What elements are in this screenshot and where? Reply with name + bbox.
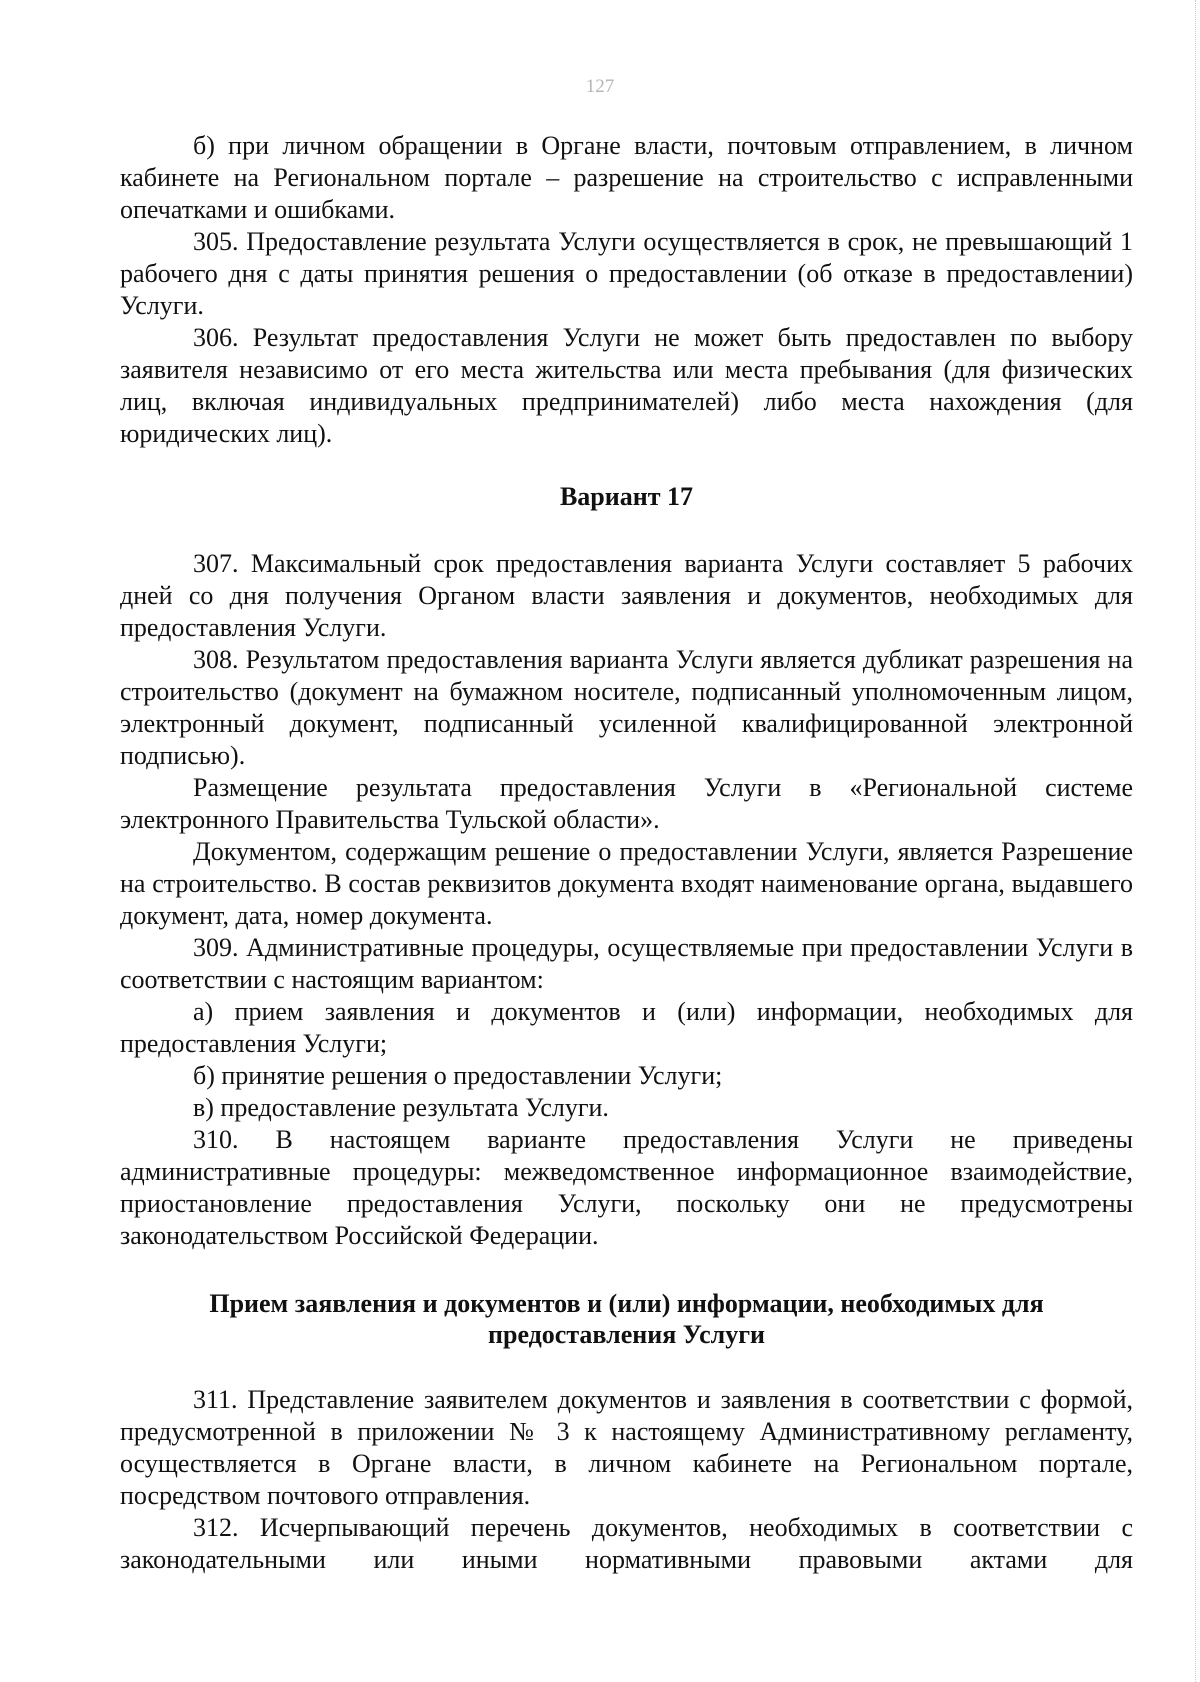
paragraph-307: 307. Максимальный срок предоставления варианта Услуги составляет 5 рабочих дней со дня получения Органом власти заявления и документов, необходимых для предоставления Услуги. xyxy=(120,549,1133,642)
paragraph-311: 311. Представление заявителем документов и заявления в соответствии с формой, предусмотренной в приложении № 3 к настоящему Административному регламенту, осуществляется в Органе власти, в личном кабинете на Региональном портале, посредством почтового отправления. xyxy=(120,1385,1133,1510)
paragraph-b-correction: б) при личном обращении в Органе власти, почтовым отправлением, в личном кабинете на Региональном портале – разрешение на строительство с исправленными опечатками и ошибками. xyxy=(120,131,1133,224)
paragraph-309: 309. Административные процедуры, осуществляемые при предоставлении Услуги в соответствии с настоящим вариантом: xyxy=(120,933,1133,994)
page-number: 127 xyxy=(585,76,615,97)
list-item-a: а) прием заявления и документов и (или) информации, необходимых для предоставления Услуги; xyxy=(120,997,1133,1058)
paragraph-310: 310. В настоящем варианте предоставления Услуги не приведены административные процедуры: межведомственное информационное взаимодействие, приостановление предоставления Услуги, поскольку они не предусмотрены законодательством Российской Федерации. xyxy=(120,1125,1133,1250)
heading-application-reception: Прием заявления и документов и (или) информации, необходимых для предоставления Услуги xyxy=(209,1289,1044,1349)
paragraph-placement: Размещение результата предоставления Услуги в «Региональной системе электронного Правительства Тульской области». xyxy=(120,773,1133,834)
paragraph-312: 312. Исчерпывающий перечень документов, необходимых в соответствии с законодательными или иными нормативными правовыми актами для xyxy=(120,1513,1133,1574)
heading-variant-17: Вариант 17 xyxy=(559,482,694,511)
paragraph-305: 305. Предоставление результата Услуги осуществляется в срок, не превышающий 1 рабочего дня с даты принятия решения о предоставлении (об отказе в предоставлении) Услуги. xyxy=(120,227,1133,320)
paragraph-306: 306. Результат предоставления Услуги не может быть предоставлен по выбору заявителя независимо от его места жительства или места пребывания (для физических лиц, включая индивидуальных предпринимателей) либо места нахождения (для юридических лиц). xyxy=(120,323,1133,448)
list-item-b: б) принятие решения о предоставлении Услуги; xyxy=(193,1061,723,1090)
document-body xyxy=(120,130,1133,1576)
list-item-v: в) предоставление результата Услуги. xyxy=(193,1093,609,1122)
paragraph-308: 308. Результатом предоставления варианта Услуги является дубликат разрешения на строительство (документ на бумажном носителе, подписанный уполномоченным лицом, электронный документ, подписанный усиленной квалифицированной электронной подписью). xyxy=(120,645,1133,770)
paragraph-decision-document: Документом, содержащим решение о предоставлении Услуги, является Разрешение на строительство. В состав реквизитов документа входят наименование органа, выдавшего документ, дата, номер документа. xyxy=(120,837,1133,930)
scan-edge-artifact xyxy=(1195,0,1200,1682)
